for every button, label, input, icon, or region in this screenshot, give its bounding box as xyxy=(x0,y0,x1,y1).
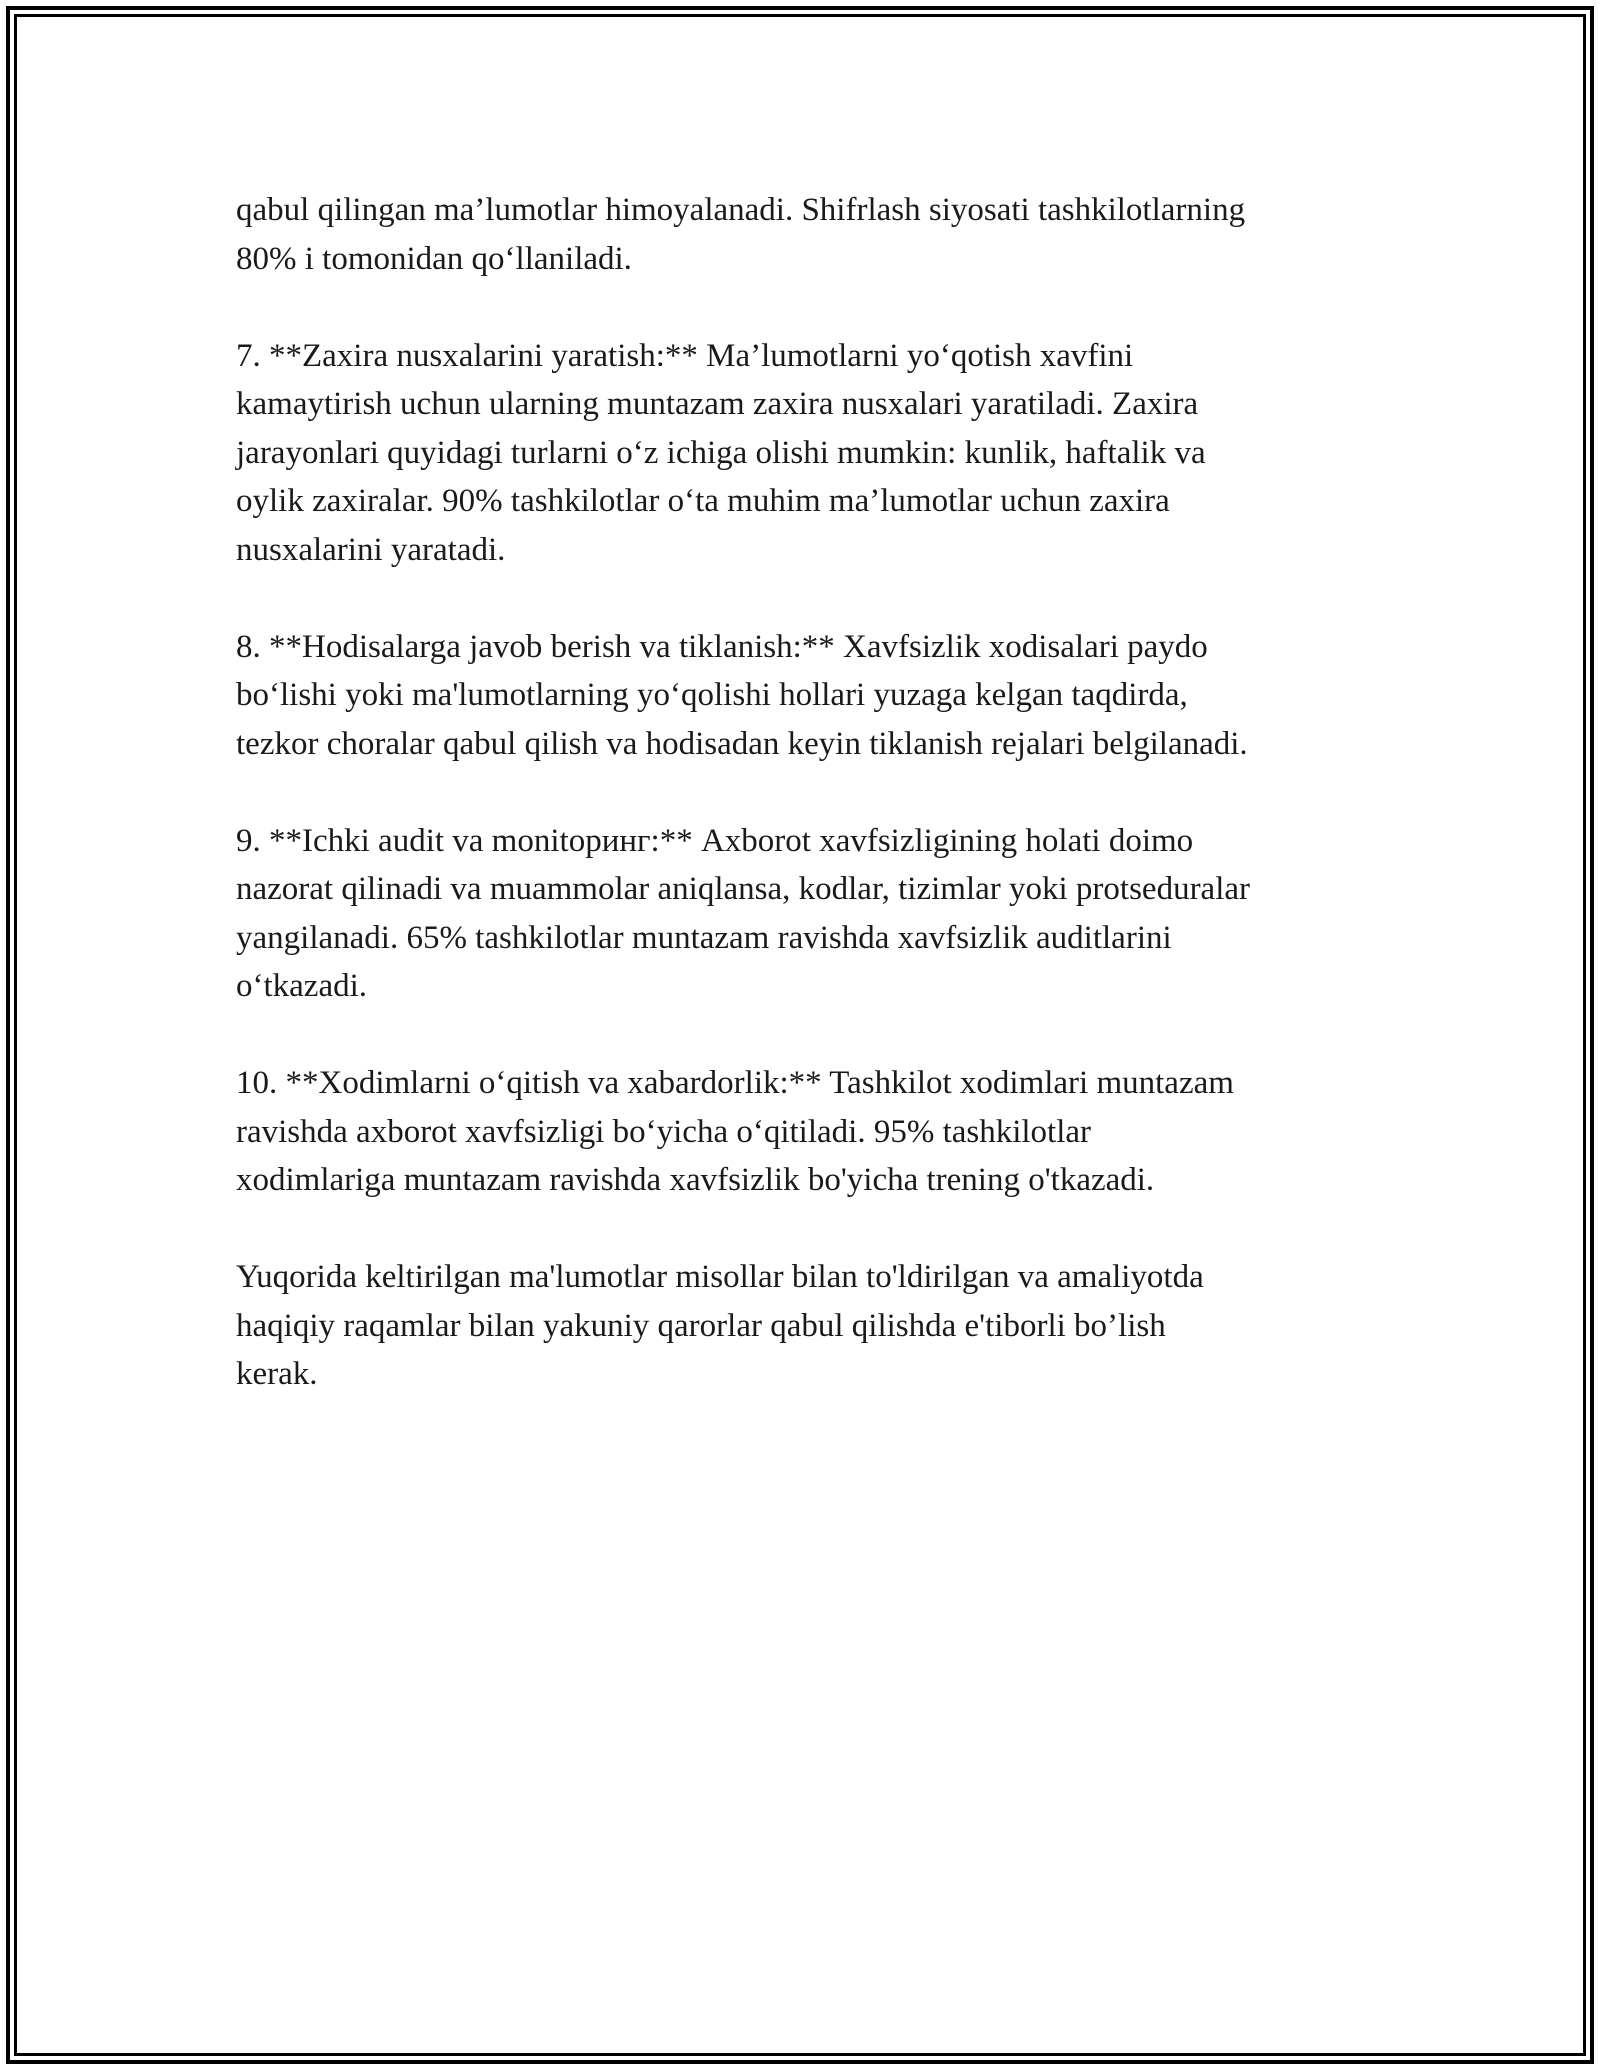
paragraph-incident-response: 8. **Hodisalarga javob berish va tiklanish:** Xavfsizlik xodisalari paydo bo‘lishi yoki ma'lumotlarning yo‘qolishi hollari yuzaga kelgan taqdirda, tezkor choralar qabul qilish va hodisadan keyin tiklanish rejalari belgilanadi. xyxy=(236,628,1248,762)
document-body xyxy=(236,186,1386,1447)
paragraph-backup: 7. **Zaxira nusxalarini yaratish:** Ma’lumotlarni yo‘qotish xavfini kamaytirish uchun ularning muntazam zaxira nusxalari yaratiladi. Zaxira jarayonlari quyidagi turlarni o‘z ichiga olishi mumkin: kunlik, haftalik va oylik zaxiralar. 90% tashkilotlar o‘ta muhim ma’lumotlar uchun zaxira nusxalarini yaratadi. xyxy=(236,337,1206,568)
paragraph-staff-training: 10. **Xodimlarni o‘qitish va xabardorlik:** Tashkilot xodimlari muntazam ravishda axborot xavfsizligi bo‘yicha o‘qitiladi. 95% tashkilotlar xodimlariga muntazam ravishda xavfsizlik bo'yicha trening o'tkazadi. xyxy=(236,1065,1234,1198)
paragraph-encryption-continued: qabul qilingan ma’lumotlar himoyalanadi. Shifrlash siyosati tashkilotlarning 80% i tomonidan qo‘llaniladi. xyxy=(236,192,1246,277)
paragraph-conclusion: Yuqorida keltirilgan ma'lumotlar misollar bilan to'ldirilgan va amaliyotda haqiqiy raqamlar bilan yakuniy qarorlar qabul qilishda e'tiborli bo’lish kerak. xyxy=(236,1259,1204,1392)
paragraph-internal-audit: 9. **Ichki audit va monitoринг:** Axborot xavfsizligining holati doimo nazorat qilinadi va muammolar aniqlansa, kodlar, tizimlar yoki protseduralar yangilanadi. 65% tashkilotlar muntazam ravishda xavfsizlik auditlarini o‘tkazadi. xyxy=(236,822,1251,1004)
